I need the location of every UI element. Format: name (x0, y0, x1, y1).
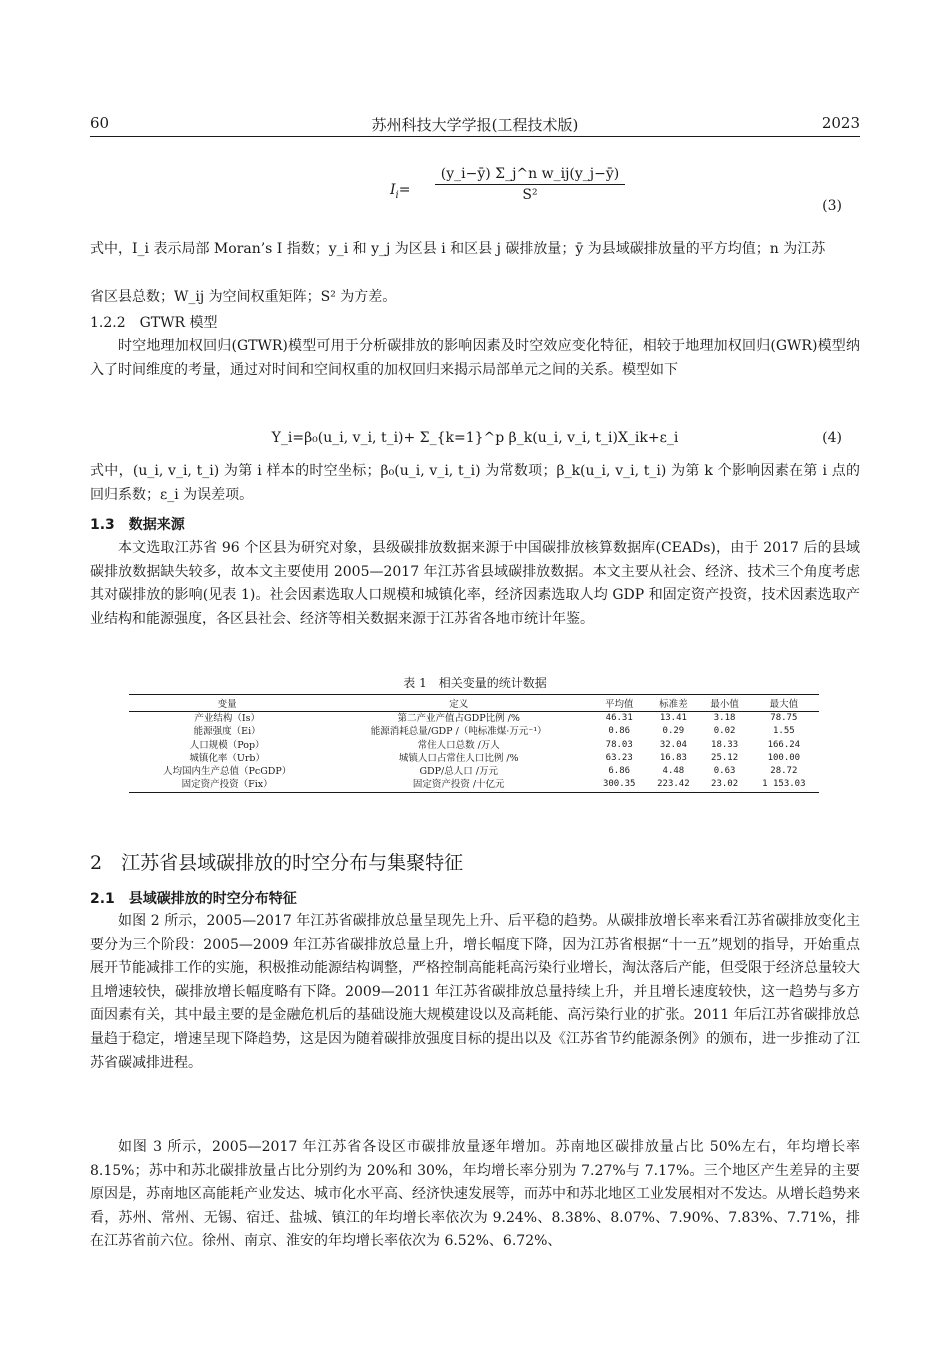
col-header-std: 标准差 (646, 695, 700, 712)
cell-definition: GDP/总人口 /万元 (419, 766, 498, 778)
cell-std: 16.83 (659, 752, 687, 763)
cell-mean: 46.31 (605, 713, 633, 723)
col-header-max: 最大值 (749, 695, 819, 712)
cell-max: 28.72 (770, 766, 798, 777)
cell-definition: 城镇人口占常住人口比例 /% (398, 752, 519, 764)
cell-std: 4.48 (662, 766, 685, 777)
cell-mean: 0.86 (608, 726, 631, 737)
equation-3-number: (3) (822, 198, 842, 214)
cell-max: 166.24 (767, 739, 801, 750)
cell-min: 18.33 (711, 739, 739, 750)
subsection-1-3-heading: 1.3 数据来源 (90, 517, 185, 533)
cell-max: 78.75 (770, 713, 798, 723)
cell-variable: 城镇化率（Urb） (189, 752, 265, 764)
col-header-mean: 平均值 (592, 695, 646, 712)
table-header-row (129, 695, 819, 712)
equation-3-fraction (410, 166, 650, 203)
col-header-definition: 定义 (325, 695, 592, 712)
cell-std: 32.04 (659, 739, 687, 750)
cell-definition: 常住人口总数 /万人 (417, 739, 500, 751)
cell-min: 25.12 (711, 752, 739, 763)
cell-variable: 人口规模（Pop） (189, 739, 265, 751)
cell-max: 1 153.03 (749, 778, 819, 792)
data-source-paragraph: 本文选取江苏省 96 个区县为研究对象，县级碳排放数据来源于中国碳排放核算数据库(CEADs)，由于 2017 后的县域碳排放数据缺失较多，故本文主要使用 2005—2017 年江苏省县域碳排放数据。本文主要从社会、经济、技术三个角度考虑其对碳排放的影响(见表 1)。社会因素选取人口规模和城镇化率，经济因素选取人均 GDP 和固定资产投资，技术因素选取产业结构和能源强度，各区县社会、经济等相关数据来源于江苏省各地市统计年鉴。 (90, 540, 860, 627)
equation-3-denominator: S² (522, 187, 538, 203)
cell-mean: 6.86 (608, 766, 631, 777)
table-row (129, 778, 819, 792)
page-number: 60 (90, 114, 110, 132)
gtwr-paragraph: 时空地理加权回归(GTWR)模型可用于分析碳排放的影响因素及时空效应变化特征，相较于地理加权回归(GWR)模型纳入了时间维度的考量，通过对时间和空间权重的加权回归来揭示局部单元之间的关系。模型如下 (90, 338, 860, 378)
table-row (129, 725, 819, 738)
cell-definition: 第二产业产值占GDP比例 /% (397, 713, 520, 724)
header-rule (90, 136, 860, 137)
cell-std: 0.29 (662, 726, 685, 737)
spatial-temporal-paragraph-1: 如图 2 所示，2005—2017 年江苏省碳排放总量呈现先上升、后平稳的趋势。从碳排放增长率来看江苏省碳排放变化主要分为三个阶段：2005—2009 年江苏省碳排放总量上升，增长幅度下降，因为江苏省根据“十一五”规划的指导，开始重点展开节能减排工作的实施，积极推动能源结构调整，严格控制高能耗高污染行业增长，淘汰落后产能，但受限于经济总量较大且增速较快，碳排放增长幅度略有下降。2009—2011 年江苏省碳排放总量持续上升，并且增长速度较快，这一趋势与多方面因素有关，其中最主要的是金融危机后的基础设施大规模建设以及高耗能、高污染行业的扩张。2011 年后江苏省碳排放总量趋于稳定，增速呈现下降趋势，这是因为随着碳排放强度目标的提出以及《江苏省节约能源条例》的颁布，进一步推动了江苏省碳减排进程。 (90, 913, 860, 1071)
equation-3-lhs: $I_i=$ (390, 182, 411, 201)
cell-max: 1.55 (773, 726, 795, 737)
cell-mean: 78.03 (605, 739, 633, 750)
table-1-caption: 表 1 相关变量的统计数据 (403, 676, 547, 690)
col-header-variable: 变量 (129, 695, 325, 712)
table-row (129, 712, 819, 726)
cell-std: 223.42 (646, 778, 700, 792)
publication-year: 2023 (821, 114, 860, 132)
subsection-2-1-heading: 2.1 县域碳排放的时空分布特征 (90, 891, 297, 907)
cell-min: 3.18 (713, 713, 736, 723)
table-1 (129, 694, 819, 793)
cell-variable: 能源强度（Ei） (193, 726, 261, 738)
cell-variable: 人均国内生产总值（PcGDP） (162, 766, 292, 778)
col-header-min: 最小值 (700, 695, 748, 712)
equation-4-number: (4) (822, 430, 842, 446)
section-2-heading: 2 江苏省县域碳排放的时空分布与集聚特征 (90, 852, 464, 874)
cell-min: 0.63 (713, 766, 736, 777)
cell-mean: 300.35 (592, 778, 646, 792)
equation-3-numerator: (y_i−ȳ) Σ_j^n w_ij(y_j−ȳ) (435, 166, 625, 185)
cell-variable: 固定资产投资（Fix） (129, 778, 325, 792)
table-row (129, 752, 819, 765)
cell-variable: 产业结构（Is） (194, 713, 260, 724)
cell-definition: 固定资产投资 /十亿元 (325, 778, 592, 792)
cell-std: 13.41 (659, 713, 687, 723)
cell-max: 100.00 (767, 752, 801, 763)
cell-min: 23.02 (700, 778, 748, 792)
subsection-1-2-2-heading: 1.2.2 GTWR 模型 (90, 315, 218, 331)
cell-min: 0.02 (713, 726, 736, 737)
equation-3 (90, 160, 860, 220)
equation-4-body: Y_i=β₀(u_i, v_i, t_i)+ Σ_{k=1}^p β_k(u_i, v_i, t_i)X_ik+ε_i (271, 430, 679, 446)
table-row (129, 765, 819, 778)
equation-4 (90, 420, 860, 460)
equation-4-definitions: 式中，(u_i, v_i, t_i) 为第 i 样本的时空坐标；β₀(u_i, v_i, t_i) 为常数项；β_k(u_i, v_i, t_i) 为第 k 个影响因素在第 i 点的回归系数；ε_i 为误差项。 (90, 463, 860, 503)
table-row (129, 739, 819, 752)
equation-3-definitions: 式中，I_i 表示局部 Moran’s I 指数；y_i 和 y_j 为区县 i 和区县 j 碳排放量；ȳ 为县域碳排放量的平方均值；n 为江苏 (90, 241, 826, 257)
journal-title: 苏州科技大学学报(工程技术版) (371, 116, 579, 134)
running-header (90, 114, 860, 138)
cell-definition: 能源消耗总量/GDP /（吨标准煤·万元⁻¹） (370, 726, 547, 738)
equation-3-definitions-cont: 省区县总数；W_ij 为空间权重矩阵；S² 为方差。 (90, 289, 397, 305)
cell-mean: 63.23 (605, 752, 633, 763)
spatial-temporal-paragraph-2: 如图 3 所示，2005—2017 年江苏省各设区市碳排放量逐年增加。苏南地区碳排放量占比 50%左右，年均增长率 8.15%；苏中和苏北碳排放量占比分别约为 20%和 30%，年均增长率分别为 7.27%与 7.17%。三个地区产生差异的主要原因是，苏南地区高能耗产业发达、城市化水平高、经济快速发展等，而苏中和苏北地区工业发展相对不发达。从增长趋势来看，苏州、常州、无锡、宿迁、盐城、镇江的年均增长率依次为 9.24%、8.38%、8.07%、7.90%、7.83%、7.71%，排在江苏省前六位。徐州、南京、淮安的年均增长率依次为 6.52%、6.72%、 (90, 1139, 860, 1250)
